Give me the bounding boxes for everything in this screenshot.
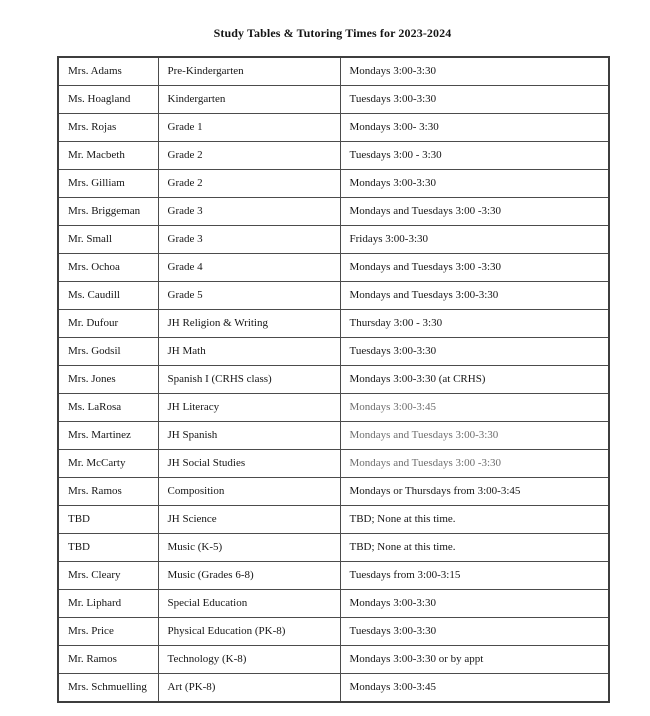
table-row: [58, 562, 609, 590]
table-row: [58, 142, 609, 170]
table-row: [58, 86, 609, 114]
table-row: [58, 534, 609, 562]
teacher-name-cell: Mr. Macbeth: [58, 142, 158, 170]
table-row: [58, 618, 609, 646]
subject-cell: Grade 2: [158, 142, 340, 170]
subject-cell: Grade 3: [158, 226, 340, 254]
subject-cell: Technology (K-8): [158, 646, 340, 674]
tutoring-time-cell: Mondays and Tuesdays 3:00 -3:30: [340, 450, 609, 478]
tutoring-time-cell: Thursday 3:00 - 3:30: [340, 310, 609, 338]
table-row: [58, 114, 609, 142]
subject-cell: JH Religion & Writing: [158, 310, 340, 338]
teacher-name-cell: Ms. Hoagland: [58, 86, 158, 114]
tutoring-time-cell: Mondays and Tuesdays 3:00-3:30: [340, 422, 609, 450]
teacher-name-cell: Mrs. Martinez: [58, 422, 158, 450]
table-row: [58, 478, 609, 506]
teacher-name-cell: Mr. Small: [58, 226, 158, 254]
tutoring-time-cell: Tuesdays 3:00-3:30: [340, 618, 609, 646]
teacher-name-cell: Mrs. Price: [58, 618, 158, 646]
teacher-name-cell: Mrs. Ochoa: [58, 254, 158, 282]
teacher-name-cell: Mr. McCarty: [58, 450, 158, 478]
teacher-name-cell: Mrs. Godsil: [58, 338, 158, 366]
table-row: [58, 338, 609, 366]
teacher-name-cell: Ms. LaRosa: [58, 394, 158, 422]
table-row: [58, 226, 609, 254]
subject-cell: JH Math: [158, 338, 340, 366]
teacher-name-cell: Mrs. Jones: [58, 366, 158, 394]
subject-cell: Grade 3: [158, 198, 340, 226]
table-row: [58, 674, 609, 703]
table-row: [58, 422, 609, 450]
page-title: Study Tables & Tutoring Times for 2023-2024: [213, 26, 452, 40]
table-row: [58, 590, 609, 618]
teacher-name-cell: TBD: [58, 506, 158, 534]
tutoring-time-cell: Mondays 3:00-3:30: [340, 170, 609, 198]
teacher-name-cell: Mrs. Schmuelling: [58, 674, 158, 703]
subject-cell: Music (K-5): [158, 534, 340, 562]
tutoring-time-cell: Mondays or Thursdays from 3:00-3:45: [340, 478, 609, 506]
tutoring-time-cell: Mondays and Tuesdays 3:00 -3:30: [340, 254, 609, 282]
table-row: [58, 310, 609, 338]
table-row: [58, 646, 609, 674]
tutoring-time-cell: Tuesdays 3:00-3:30: [340, 86, 609, 114]
tutoring-time-cell: Mondays 3:00- 3:30: [340, 114, 609, 142]
tutoring-time-cell: Tuesdays from 3:00-3:15: [340, 562, 609, 590]
tutoring-time-cell: Tuesdays 3:00-3:30: [340, 338, 609, 366]
tutoring-time-cell: Mondays 3:00-3:30: [340, 590, 609, 618]
subject-cell: Spanish I (CRHS class): [158, 366, 340, 394]
subject-cell: Art (PK-8): [158, 674, 340, 703]
tutoring-time-cell: Mondays 3:00-3:45: [340, 674, 609, 703]
tutoring-time-cell: Mondays 3:00-3:30 (at CRHS): [340, 366, 609, 394]
subject-cell: Music (Grades 6-8): [158, 562, 340, 590]
teacher-name-cell: Mrs. Briggeman: [58, 198, 158, 226]
subject-cell: JH Social Studies: [158, 450, 340, 478]
tutoring-time-cell: Tuesdays 3:00 - 3:30: [340, 142, 609, 170]
table-row: [58, 450, 609, 478]
subject-cell: JH Spanish: [158, 422, 340, 450]
teacher-name-cell: TBD: [58, 534, 158, 562]
table-row: [58, 394, 609, 422]
tutoring-time-cell: Mondays 3:00-3:30: [340, 57, 609, 86]
tutoring-time-cell: TBD; None at this time.: [340, 506, 609, 534]
teacher-name-cell: Mr. Ramos: [58, 646, 158, 674]
table-row: [58, 254, 609, 282]
tutoring-schedule-table: [57, 56, 610, 703]
subject-cell: JH Literacy: [158, 394, 340, 422]
teacher-name-cell: Mrs. Rojas: [58, 114, 158, 142]
schedule-table-body: [58, 57, 609, 702]
tutoring-time-cell: Mondays 3:00-3:30 or by appt: [340, 646, 609, 674]
subject-cell: Grade 1: [158, 114, 340, 142]
teacher-name-cell: Mrs. Gilliam: [58, 170, 158, 198]
subject-cell: Grade 2: [158, 170, 340, 198]
subject-cell: Physical Education (PK-8): [158, 618, 340, 646]
teacher-name-cell: Ms. Caudill: [58, 282, 158, 310]
tutoring-time-cell: Fridays 3:00-3:30: [340, 226, 609, 254]
tutoring-time-cell: TBD; None at this time.: [340, 534, 609, 562]
table-row: [58, 366, 609, 394]
subject-cell: Grade 4: [158, 254, 340, 282]
tutoring-time-cell: Mondays and Tuesdays 3:00 -3:30: [340, 198, 609, 226]
teacher-name-cell: Mrs. Ramos: [58, 478, 158, 506]
table-row: [58, 506, 609, 534]
teacher-name-cell: Mr. Dufour: [58, 310, 158, 338]
table-row: [58, 170, 609, 198]
subject-cell: Pre-Kindergarten: [158, 57, 340, 86]
tutoring-time-cell: Mondays and Tuesdays 3:00-3:30: [340, 282, 609, 310]
table-row: [58, 198, 609, 226]
teacher-name-cell: Mr. Liphard: [58, 590, 158, 618]
subject-cell: Grade 5: [158, 282, 340, 310]
subject-cell: JH Science: [158, 506, 340, 534]
subject-cell: Kindergarten: [158, 86, 340, 114]
subject-cell: Special Education: [158, 590, 340, 618]
tutoring-time-cell: Mondays 3:00-3:45: [340, 394, 609, 422]
subject-cell: Composition: [158, 478, 340, 506]
teacher-name-cell: Mrs. Adams: [58, 57, 158, 86]
table-row: [58, 57, 609, 86]
teacher-name-cell: Mrs. Cleary: [58, 562, 158, 590]
table-row: [58, 282, 609, 310]
